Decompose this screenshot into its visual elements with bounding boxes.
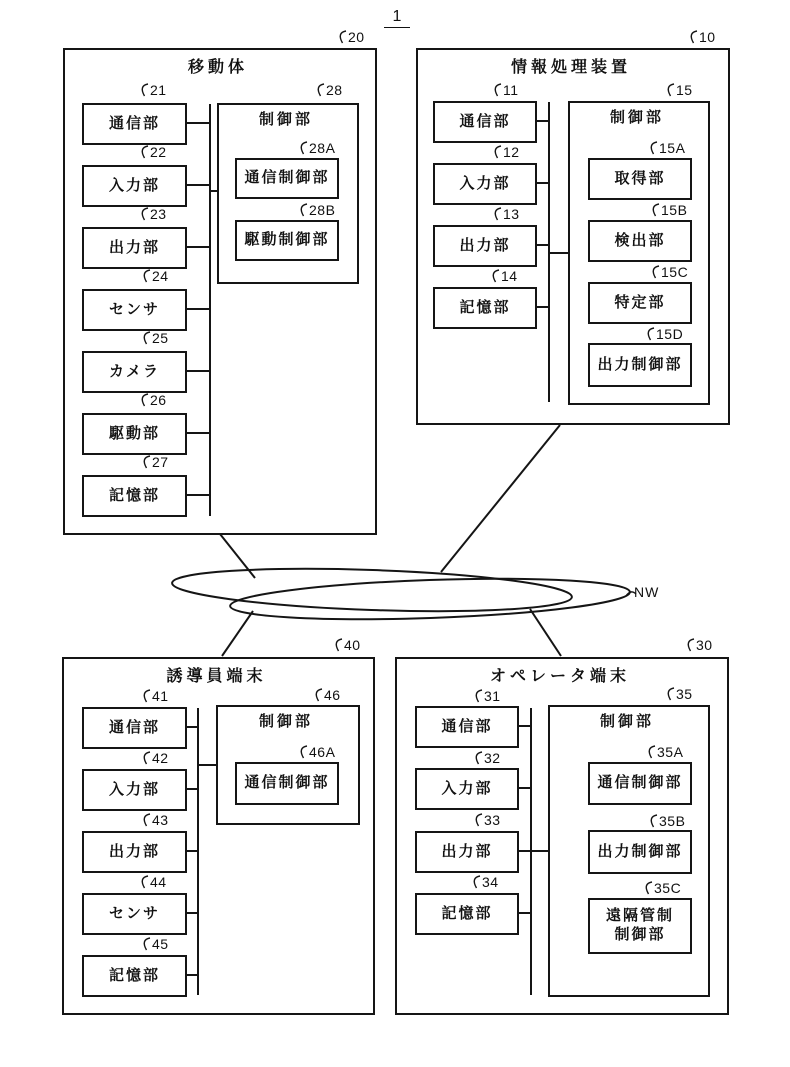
- ref-leader-icon: [648, 814, 658, 828]
- ref-12: 12: [492, 144, 520, 160]
- box-mobile-comm: 通信部: [82, 103, 187, 145]
- ref-leader-icon: [473, 751, 483, 765]
- mobile-controller-title: 制御部: [258, 111, 313, 128]
- ref-46A: 46A: [298, 744, 335, 760]
- panel-info-title: 情報処理装置: [510, 59, 631, 76]
- ref-leader-icon: [645, 327, 655, 341]
- ref-15B: 15B: [650, 202, 687, 218]
- ref-leader-icon: [643, 881, 653, 895]
- ref-43: 43: [141, 812, 169, 828]
- ref-leader-icon: [139, 875, 149, 889]
- ref-40: 40: [333, 637, 361, 653]
- box-mobile-camera: カメラ: [82, 351, 187, 393]
- ref-leader-icon: [141, 689, 151, 703]
- ref-leader-icon: [650, 203, 660, 217]
- ref-leader-icon: [650, 265, 660, 279]
- box-mobile-drive: 駆動部: [82, 413, 187, 455]
- ref-35: 35: [665, 686, 693, 702]
- ref-leader-icon: [333, 638, 343, 652]
- ref-31: 31: [473, 688, 501, 704]
- ref-leader-icon: [313, 688, 323, 702]
- ref-leader-icon: [646, 745, 656, 759]
- ref-leader-icon: [492, 145, 502, 159]
- ref-leader-icon: [490, 269, 500, 283]
- ref-leader-icon: [688, 30, 698, 44]
- ref-leader-icon: [685, 638, 695, 652]
- ref-leader-icon: [141, 813, 151, 827]
- ref-46: 46: [313, 687, 341, 703]
- box-info-acquire: 取得部: [588, 158, 692, 200]
- ref-leader-icon: [492, 83, 502, 97]
- ref-25: 25: [141, 330, 169, 346]
- ref-leader-icon: [665, 83, 675, 97]
- ref-nw: NW: [634, 584, 660, 600]
- ref-26: 26: [139, 392, 167, 408]
- ref-30: 30: [685, 637, 713, 653]
- ref-10: 10: [688, 29, 716, 45]
- ref-35A: 35A: [646, 744, 683, 760]
- ref-leader-icon: [141, 331, 151, 345]
- ref-leader-icon: [298, 745, 308, 759]
- ref-23: 23: [139, 206, 167, 222]
- box-mobile-output: 出力部: [82, 227, 187, 269]
- ref-42: 42: [141, 750, 169, 766]
- ref-leader-icon: [139, 83, 149, 97]
- box-operator-comm-ctrl: 通信制御部: [588, 762, 692, 805]
- ref-leader-icon: [473, 689, 483, 703]
- box-info-storage: 記憶部: [433, 287, 537, 329]
- ref-28: 28: [315, 82, 343, 98]
- ref-34: 34: [471, 874, 499, 890]
- box-info-input: 入力部: [433, 163, 537, 205]
- box-guide-output: 出力部: [82, 831, 187, 873]
- ref-35C: 35C: [643, 880, 681, 896]
- ref-leader-icon: [473, 813, 483, 827]
- box-mobile-drive-ctrl: 駆動制御部: [235, 220, 339, 261]
- panel-operator-title: オペレータ端末: [489, 668, 630, 685]
- guide-controller-title: 制御部: [258, 713, 313, 730]
- ref-leader-icon: [141, 455, 151, 469]
- ref-leader-icon: [665, 687, 675, 701]
- ref-27: 27: [141, 454, 169, 470]
- ref-leader-icon: [139, 393, 149, 407]
- ref-leader-icon: [298, 141, 308, 155]
- box-operator-storage: 記憶部: [415, 893, 519, 935]
- box-info-detect: 検出部: [588, 220, 692, 262]
- ref-11: 11: [492, 82, 519, 98]
- ref-41: 41: [141, 688, 169, 704]
- box-info-comm: 通信部: [433, 101, 537, 143]
- ref-leader-icon: [141, 937, 151, 951]
- box-guide-input: 入力部: [82, 769, 187, 811]
- ref-leader-icon: [315, 83, 325, 97]
- panel-mobile-title: 移動体: [187, 59, 248, 76]
- ref-leader-icon: [141, 269, 151, 283]
- ref-28A: 28A: [298, 140, 335, 156]
- box-operator-output-ctrl: 出力制御部: [588, 830, 692, 874]
- ref-leader-icon: [298, 203, 308, 217]
- ref-15: 15: [665, 82, 693, 98]
- network-cloud: [171, 563, 630, 625]
- ref-33: 33: [473, 812, 501, 828]
- ref-15D: 15D: [645, 326, 683, 342]
- box-operator-input: 入力部: [415, 768, 519, 810]
- ref-20: 20: [337, 29, 365, 45]
- ref-leader-icon: [648, 141, 658, 155]
- panel-guide-title: 誘導員端末: [166, 668, 267, 685]
- box-operator-remote-ctrl: 遠隔管制 制御部: [588, 898, 692, 954]
- ref-leader-icon: [492, 207, 502, 221]
- ref-24: 24: [141, 268, 169, 284]
- ref-44: 44: [139, 874, 167, 890]
- box-guide-storage: 記憶部: [82, 955, 187, 997]
- info-controller-title: 制御部: [609, 109, 664, 126]
- box-mobile-comm-ctrl: 通信制御部: [235, 158, 339, 199]
- box-info-output: 出力部: [433, 225, 537, 267]
- ref-32: 32: [473, 750, 501, 766]
- box-mobile-storage: 記憶部: [82, 475, 187, 517]
- box-operator-comm: 通信部: [415, 706, 519, 748]
- ref-22: 22: [139, 144, 167, 160]
- ref-15C: 15C: [650, 264, 688, 280]
- box-operator-output: 出力部: [415, 831, 519, 873]
- ref-leader-icon: [337, 30, 347, 44]
- box-mobile-input: 入力部: [82, 165, 187, 207]
- figure-number: 1: [384, 8, 410, 28]
- ref-14: 14: [490, 268, 518, 284]
- ref-15A: 15A: [648, 140, 685, 156]
- box-guide-comm-ctrl: 通信制御部: [235, 762, 339, 805]
- ref-leader-icon: [471, 875, 481, 889]
- box-guide-comm: 通信部: [82, 707, 187, 749]
- ref-leader-icon: [139, 207, 149, 221]
- box-info-output-ctrl: 出力制御部: [588, 343, 692, 387]
- ref-leader-icon: [141, 751, 151, 765]
- operator-controller-title: 制御部: [599, 713, 654, 730]
- box-info-identify: 特定部: [588, 282, 692, 324]
- ref-45: 45: [141, 936, 169, 952]
- ref-21: 21: [139, 82, 167, 98]
- ref-13: 13: [492, 206, 520, 222]
- box-mobile-sensor: センサ: [82, 289, 187, 331]
- ref-35B: 35B: [648, 813, 685, 829]
- ref-leader-icon: [139, 145, 149, 159]
- ref-28B: 28B: [298, 202, 335, 218]
- box-guide-sensor: センサ: [82, 893, 187, 935]
